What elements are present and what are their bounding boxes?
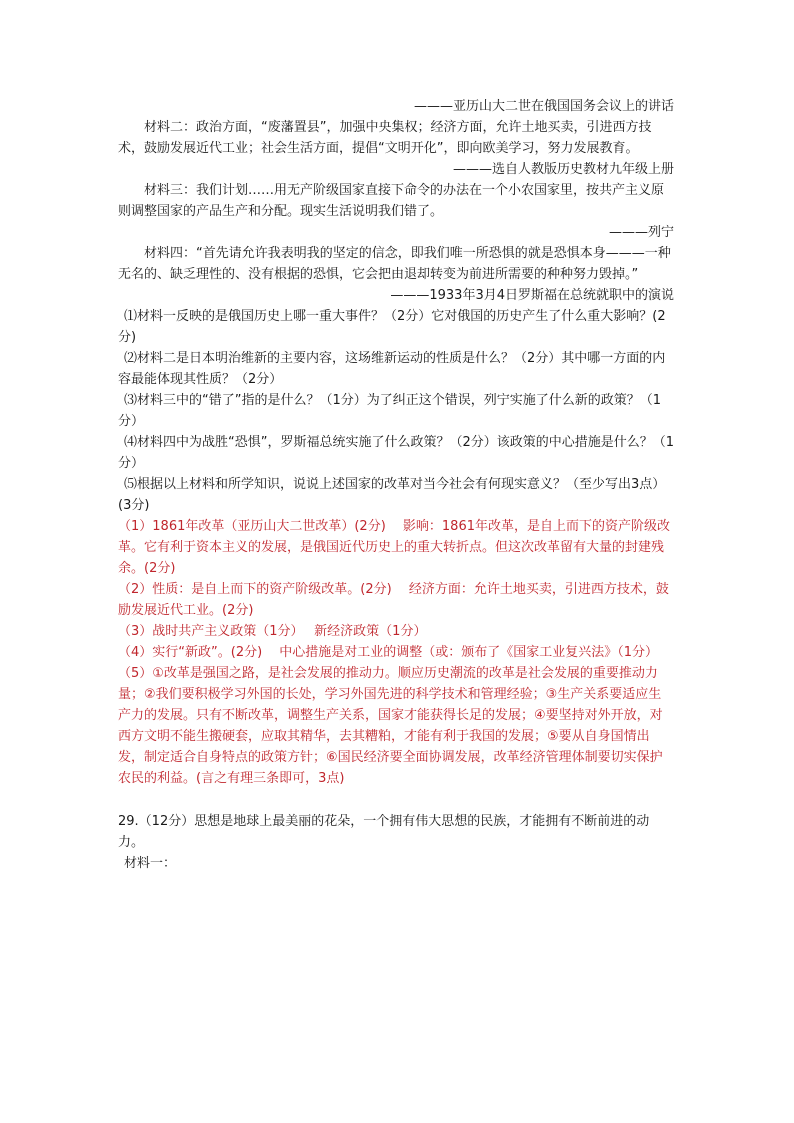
material-paragraph: 材料二：政治方面，“废藩置县”，加强中央集权；经济方面，允许土地买卖，引进西方技术，鼓励发展近代工业；社会生活方面，提倡“文明开化”，即向欧美学习，努力发展教育。 bbox=[118, 120, 652, 156]
source-line: ———选自人教版历史教材九年级上册 bbox=[452, 162, 674, 177]
answer-item: （5）①改革是强国之路，是社会发展的推动力。顺应历史潮流的改革是社会发展的重要推动力量；②我们要积极学习外国的长处，学习外国先进的科学技术和管理经验；③生产关系要适应生产力的发展。只有不断改革，调整生产关系，国家才能获得长足的发展；④要坚持对外开放，对西方文明不能生搬硬套，应取其精华，去其糟粕，才能有利于我国的发展；⑤要从自身国情出发，制定适合自身特点的政策方针；⑥国民经济要全面协调发展，改革经济管理体制要切实保护农民的利益。(言之有理三条即可，3点) bbox=[118, 666, 663, 786]
material-paragraph: 材料三：我们计划……用无产阶级国家直接下命令的办法在一个小农国家里，按共产主义原则调整国家的产品生产和分配。现实生活说明我们错了。 bbox=[118, 183, 665, 219]
answer-item: （4）实行“新政”。(2分) 中心措施是对工业的调整（或：颁布了《国家工业复兴法》（1分） bbox=[118, 645, 659, 660]
document-page bbox=[118, 96, 674, 874]
answer-item: （1）1861年改革（亚历山大二世改革）(2分) 影响：1861年改革，是自上而下的资产阶级改革。它有利于资本主义的发展，是俄国近代历史上的重大转折点。但这次改革留有大量的封建残余。(2分) bbox=[118, 519, 670, 576]
question-item: ⑸根据以上材料和所学知识，说说上述国家的改革对当今社会有何现实意义？（至少写出3点）(3分) bbox=[118, 477, 666, 513]
question-item: ⑵材料二是日本明治维新的主要内容，这场维新运动的性质是什么？（2分）其中哪一方面的内容最能体现其性质？（2分） bbox=[118, 351, 666, 387]
source-line: ———1933年3月4日罗斯福在总统就职中的演说 bbox=[390, 288, 674, 303]
answer-item: （2）性质：是自上而下的资产阶级改革。(2分) 经济方面：允许土地买卖，引进西方技术，鼓励发展近代工业。(2分) bbox=[118, 582, 669, 618]
source-line: ———列宁 bbox=[608, 225, 674, 240]
source-line: ———亚历山大二世在俄国国务会议上的讲话 bbox=[413, 99, 674, 114]
material-paragraph: 材料四：“首先请允许我表明我的坚定的信念，即我们唯一所恐惧的就是恐惧本身———一种无名的、缺乏理性的、没有根据的恐惧，它会把由退却转变为前进所需要的种种努力毁掉。” bbox=[118, 246, 671, 282]
material-label: 材料一： bbox=[124, 856, 177, 871]
answer-item: （3）战时共产主义政策（1分） 新经济政策（1分） bbox=[118, 624, 427, 639]
question-item: ⑷材料四中为战胜“恐惧”，罗斯福总统实施了什么政策？（2分）该政策的中心措施是什么？（1分） bbox=[118, 435, 675, 471]
question-item: ⑶材料三中的“错了”指的是什么？（1分）为了纠正这个错误，列宁实施了什么新的政策？（1分） bbox=[118, 393, 662, 429]
question-item: ⑴材料一反映的是俄国历史上哪一重大事件？（2分）它对俄国的历史产生了什么重大影响？(2分) bbox=[118, 309, 666, 345]
spacer bbox=[118, 789, 674, 811]
question-heading: 29.（12分）思想是地球上最美丽的花朵，一个拥有伟大思想的民族，才能拥有不断前进的动力。 bbox=[118, 814, 650, 850]
